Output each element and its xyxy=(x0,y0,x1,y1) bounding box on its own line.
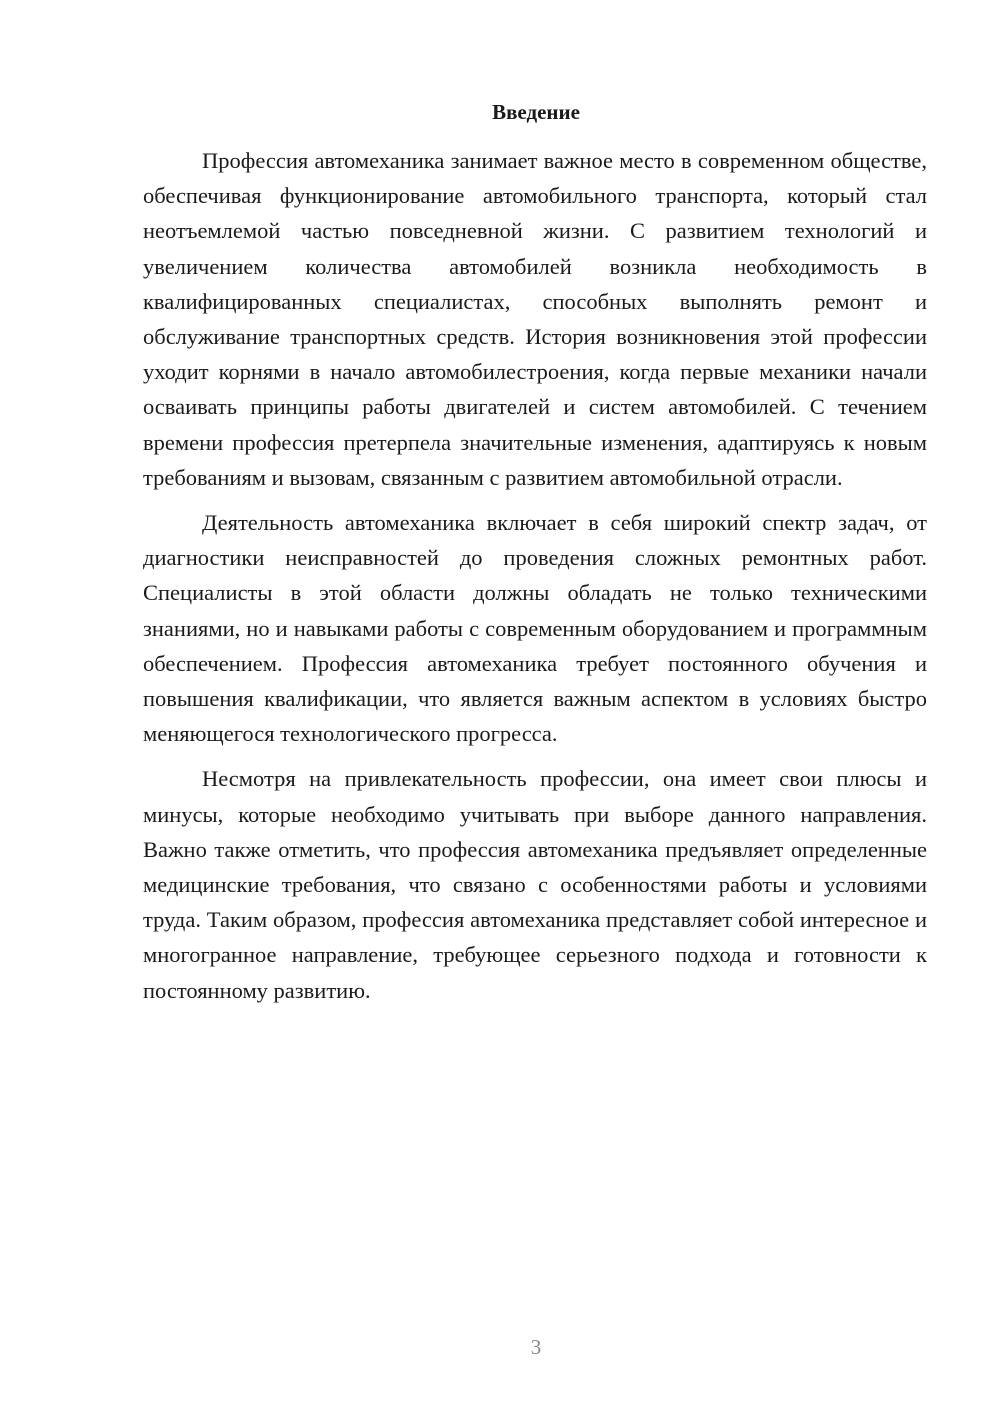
section-title: Введение xyxy=(492,100,580,124)
paragraph-3: Несмотря на привлекательность профессии, она имеет свои плюсы и минусы, которые необходимо учитывать при выборе данного направления. Важно также отметить, что профессия автомеханика предъявляет определенные медицинские требования, что связано с особенностями работы и условиями труда. Таким образом, профессия автомеханика представляет собой интересное и многогранное направление, требующее серьезного подхода и готовности к постоянному развитию. xyxy=(143,766,927,1003)
body-text xyxy=(143,143,927,1008)
page-number: 3 xyxy=(530,1335,542,1359)
paragraph-2: Деятельность автомеханика включает в себя широкий спектр задач, от диагностики неисправностей до проведения сложных ремонтных работ. Специалисты в этой области должны обладать не только техническими знаниями, но и навыками работы с современным оборудованием и программным обеспечением. Профессия автомеханика требует постоянного обучения и повышения квалификации, что является важным аспектом в условиях быстро меняющегося технологического прогресса. xyxy=(143,510,927,747)
paragraph-1: Профессия автомеханика занимает важное место в современном обществе, обеспечивая функционирование автомобильного транспорта, который стал неотъемлемой частью повседневной жизни. С развитием технологий и увеличением количества автомобилей возникла необходимость в квалифицированных специалистах, способных выполнять ремонт и обслуживание транспортных средств. История возникновения этой профессии уходит корнями в начало автомобилестроения, когда первые механики начали осваивать принципы работы двигателей и систем автомобилей. С течением времени профессия претерпела значительные изменения, адаптируясь к новым требованиям и вызовам, связанным с развитием автомобильной отрасли. xyxy=(143,148,927,490)
